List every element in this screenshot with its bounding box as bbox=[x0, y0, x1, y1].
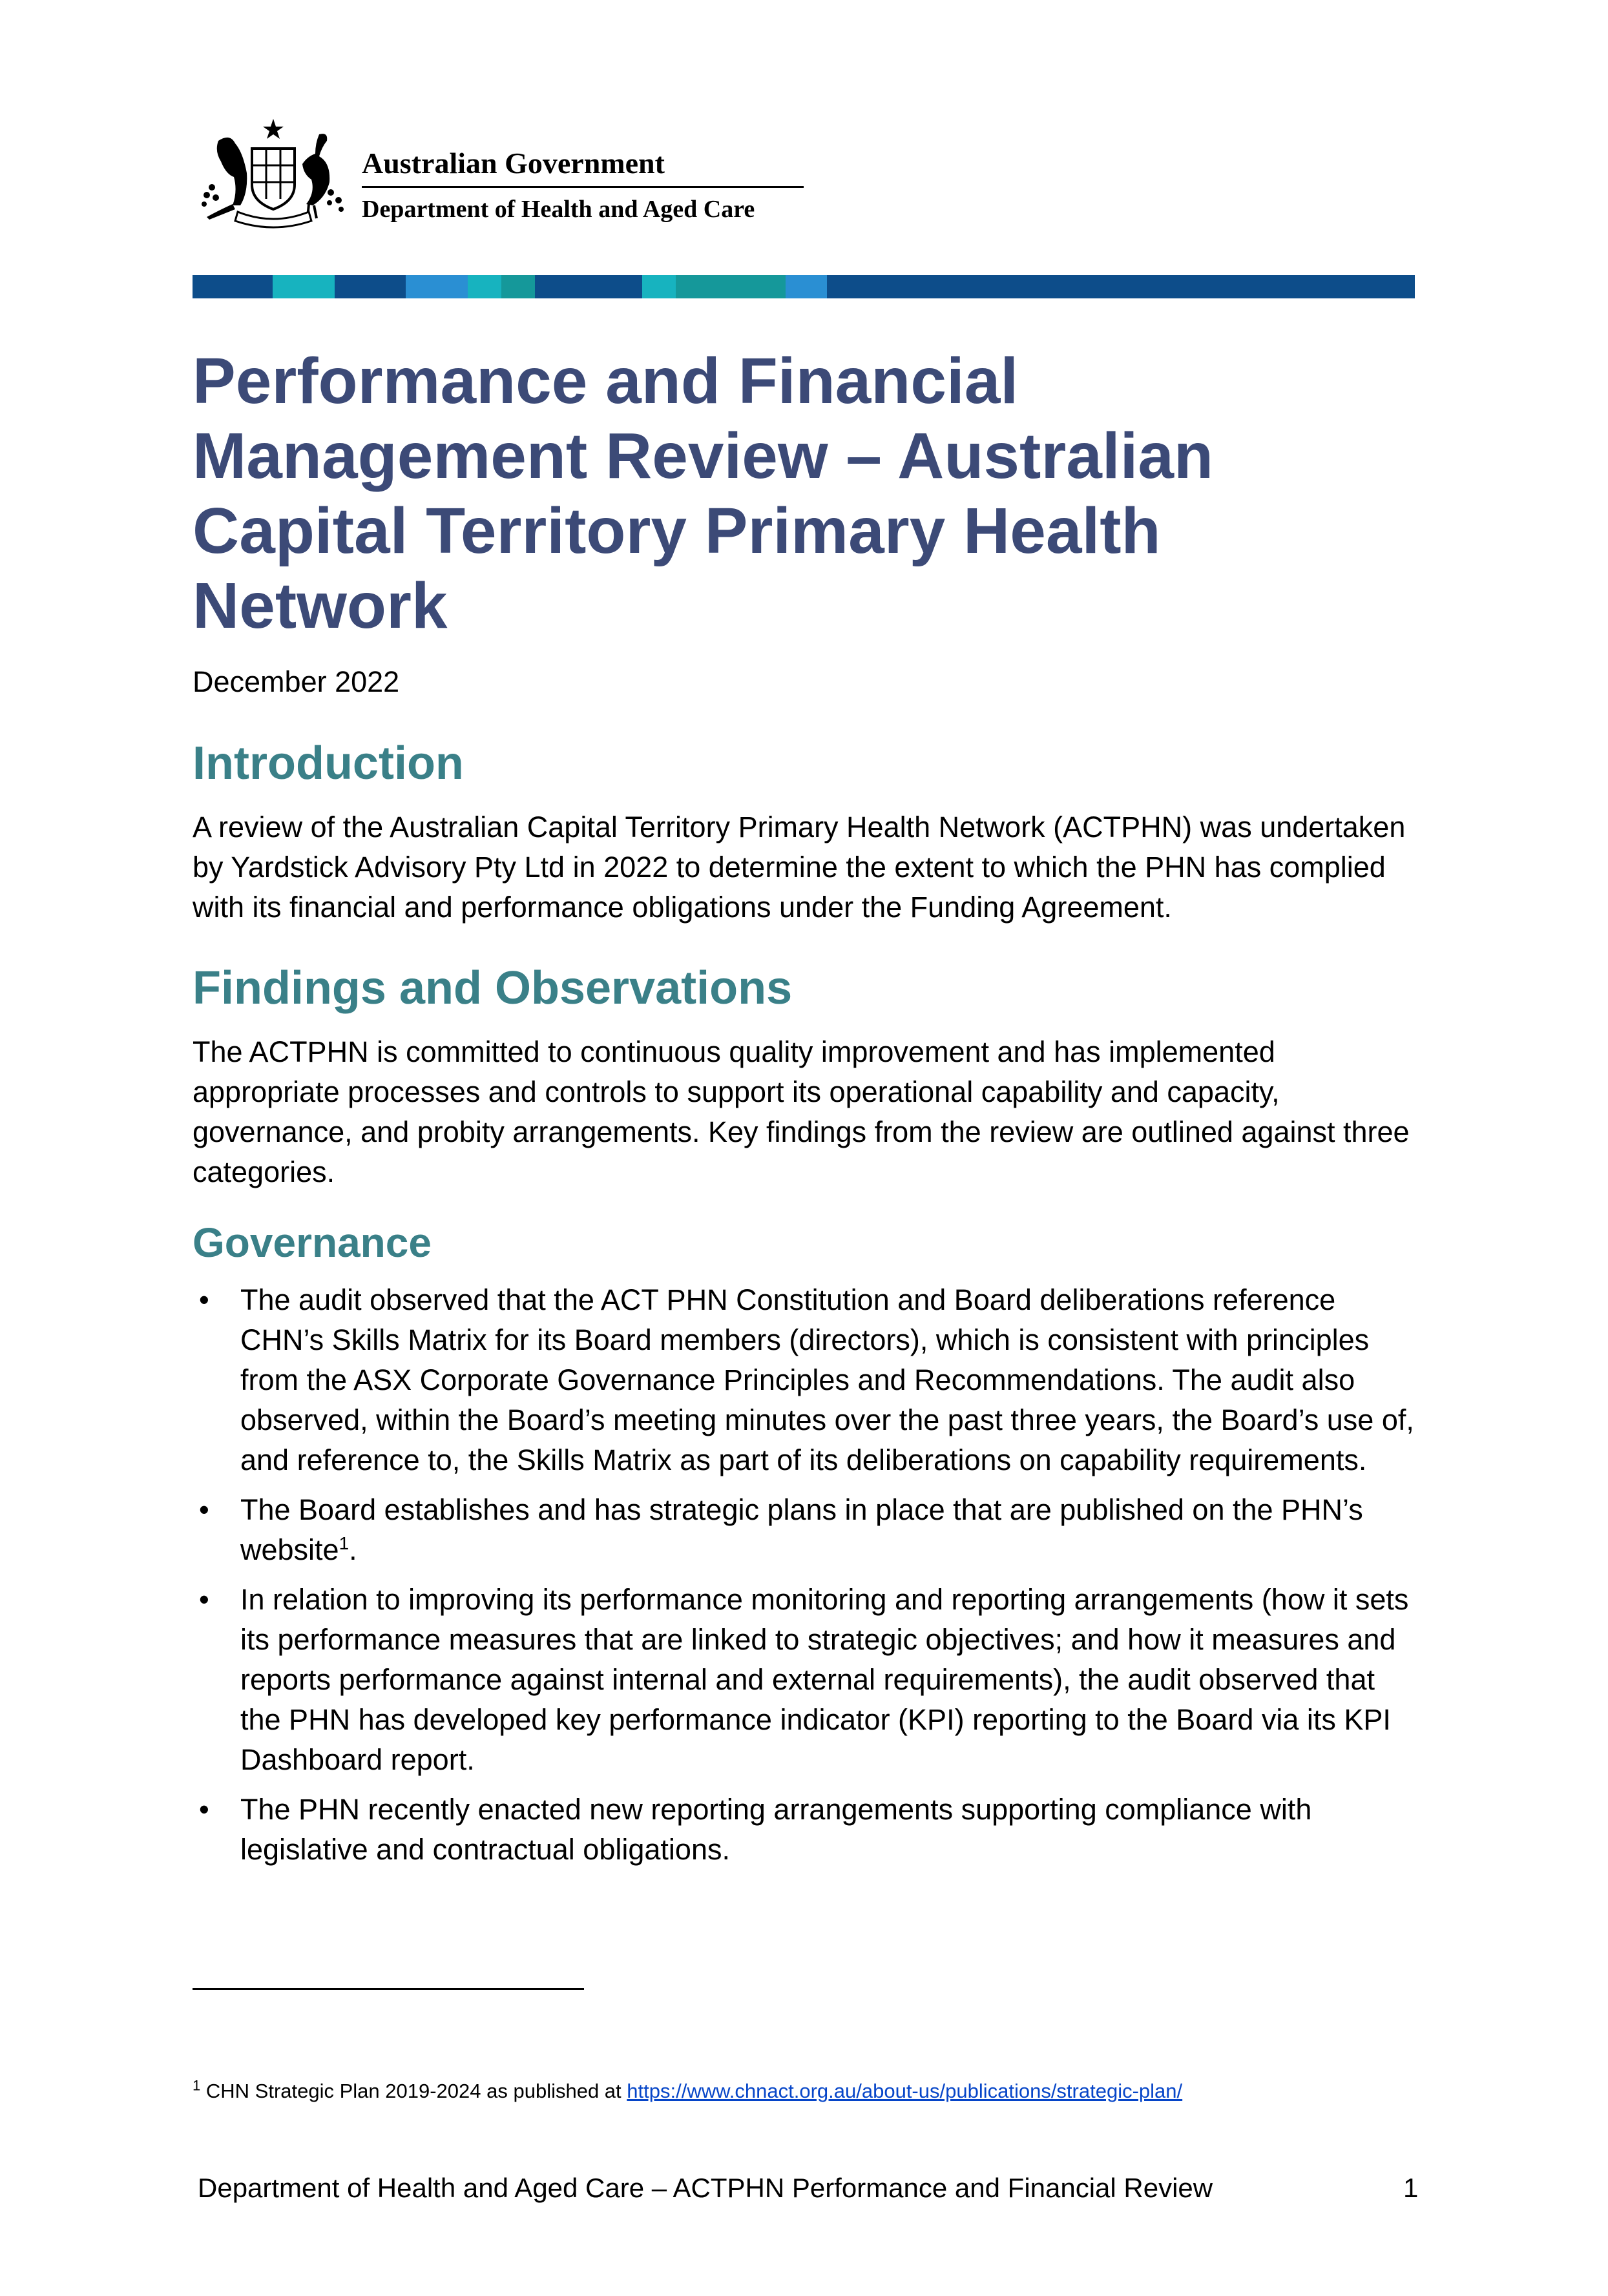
page-footer-text: Department of Health and Aged Care – ACTPHN Performance and Financial Review bbox=[198, 2173, 1213, 2203]
bullet-icon: • bbox=[199, 1493, 209, 1526]
list-item-text: The audit observed that the ACT PHN Constitution and Board deliberations reference CHN’s Skills Matrix for its Board members (directors), which is consistent with principles from the ASX Corporate Governance Principles and Recommendations. The audit also observed, within the Board’s meeting minutes over the past three years, the Board’s use of, and reference to, the Skills Matrix as part of its deliberations on capability requirements. bbox=[240, 1283, 1414, 1476]
footnote-number: 1 bbox=[193, 2077, 201, 2094]
governance-bullet-list bbox=[193, 1280, 1420, 1879]
list-item-end: . bbox=[349, 1533, 357, 1566]
list-item-text: The PHN recently enacted new reporting arrangements supporting compliance with legislative and contractual obligations. bbox=[240, 1793, 1312, 1866]
list-item bbox=[193, 1490, 1420, 1570]
findings-body: The ACTPHN is committed to continuous quality improvement and has implemented appropriate processes and controls to support its operational capability and capacity, governance, and probity arrangements. Key findings from the review are outlined against three categories. bbox=[193, 1035, 1410, 1188]
coat-of-arms-icon bbox=[193, 115, 354, 230]
list-item bbox=[193, 1580, 1420, 1780]
logo-divider bbox=[362, 186, 804, 188]
department-name: Department of Health and Aged Care bbox=[362, 196, 755, 223]
findings-heading: Findings and Observations bbox=[193, 962, 793, 1014]
list-item-text: The Board establishes and has strategic plans in place that are published on the PHN’s website bbox=[240, 1493, 1363, 1566]
footnote bbox=[193, 2077, 1183, 2103]
list-item-text: In relation to improving its performance monitoring and reporting arrangements (how it sets its performance measures that are linked to strategic objectives; and how it measures and reports performance against internal and external requirements), the audit observed that the PHN has developed key performance indicator (KPI) reporting to the Board via its KPI Dashboard report. bbox=[240, 1583, 1409, 1776]
introduction-heading: Introduction bbox=[193, 738, 464, 789]
bullet-icon: • bbox=[199, 1283, 209, 1316]
list-item bbox=[193, 1280, 1420, 1480]
bullet-icon: • bbox=[199, 1793, 209, 1826]
footnote-text: CHN Strategic Plan 2019-2024 as published at bbox=[205, 2080, 621, 2102]
decorative-color-band bbox=[193, 275, 1415, 298]
government-logo bbox=[193, 115, 806, 230]
document-date: December 2022 bbox=[193, 665, 400, 698]
governance-heading: Governance bbox=[193, 1219, 432, 1266]
introduction-body: A review of the Australian Capital Territory Primary Health Network (ACTPHN) was undertaken by Yardstick Advisory Pty Ltd in 2022 to determine the extent to which the PHN has complied with its financial and performance obligations under the Funding Agreement. bbox=[193, 811, 1406, 924]
government-name: Australian Government bbox=[362, 147, 665, 180]
footnote-reference[interactable]: 1 bbox=[339, 1533, 350, 1553]
page-number: 1 bbox=[1403, 2173, 1419, 2203]
list-item bbox=[193, 1790, 1420, 1870]
bullet-icon: • bbox=[199, 1583, 209, 1616]
footnote-separator bbox=[193, 1988, 584, 1990]
footnote-link[interactable]: https://www.chnact.org.au/about-us/publications/strategic-plan/ bbox=[627, 2080, 1183, 2102]
document-title: Performance and Financial Management Review – Australian Capital Territory Primary Health Network bbox=[193, 345, 1214, 642]
